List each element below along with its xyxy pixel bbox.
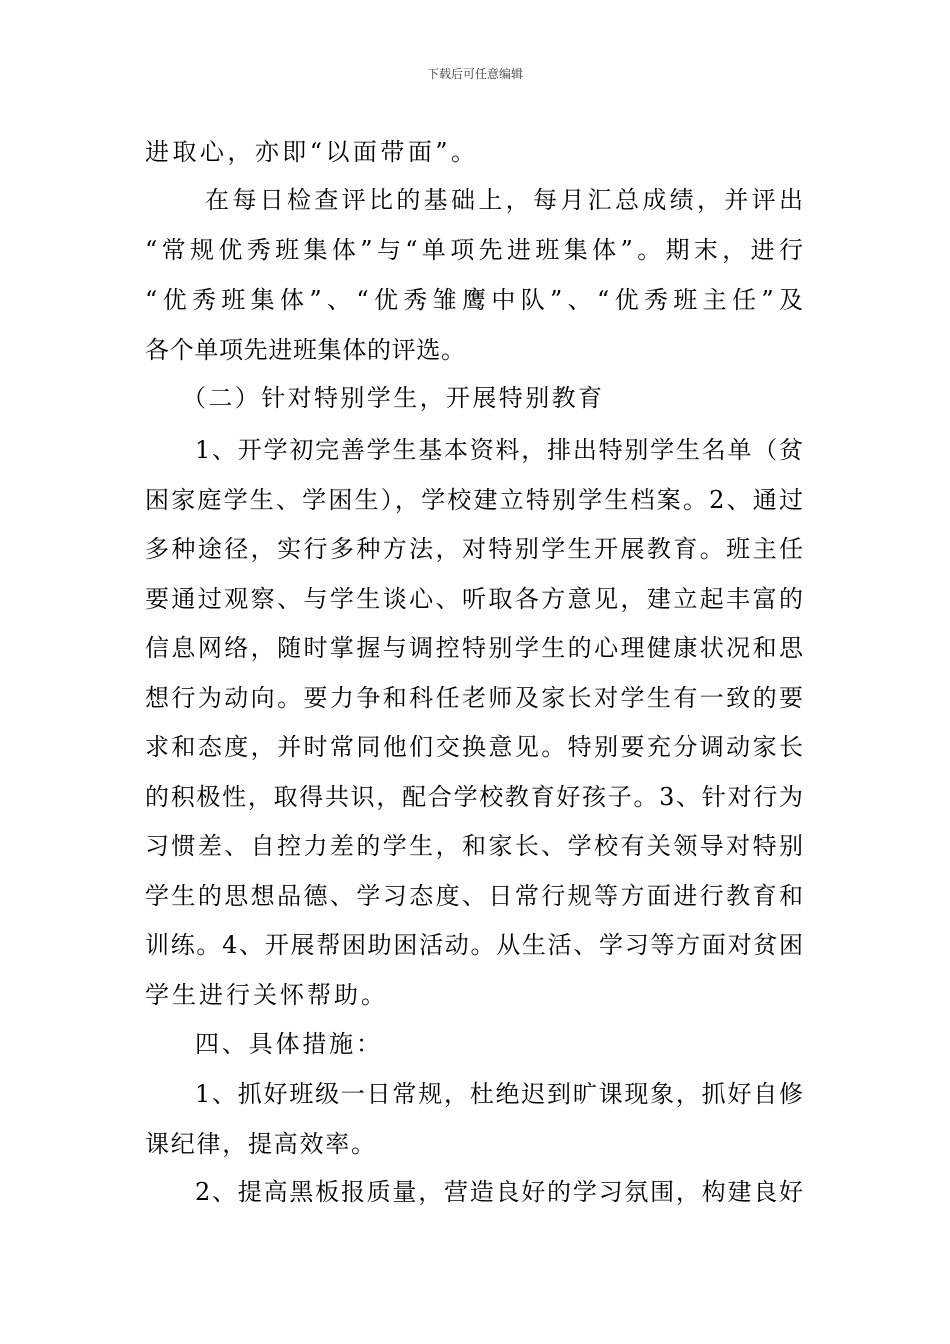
text-line: “常规优秀班集体”与“单项先进班集体”。期末，进行 [145,236,808,264]
text-line: 课纪律，提高效率。 [145,1130,377,1158]
section-heading: （二）针对特别学生，开展特别教育 [182,384,605,412]
page-header: 下载后可任意编辑 [426,67,523,81]
text-line: 2、提高黑板报质量，营造良好的学习氛围，构建良好 [195,1178,805,1206]
text-line: 要通过观察、与学生谈心、听取各方意见，建立起丰富的 [145,585,806,613]
text-line: 想行为动向。要力争和科任老师及家长对学生有一致的要 [145,684,806,712]
text-line: 进取心，亦即“以面带面”。 [145,138,479,166]
text-line: 在每日检查评比的基础上，每月汇总成绩，并评出 [205,186,807,214]
text-line: 1、抓好班级一日常规，杜绝迟到旷课现象，抓好自修 [195,1080,805,1108]
text-line: 学生的思想品德、学习态度、日常行规等方面进行教育和 [145,882,806,910]
text-line: “优秀班集体”、“优秀雏鹰中队”、“优秀班主任”及 [145,286,809,314]
text-line: 多种途径，实行多种方法，对特别学生开展教育。班主任 [145,535,806,563]
text-line: 习惯差、自控力差的学生，和家长、学校有关领导对特别 [145,832,806,860]
text-line: 求和态度，并时常同他们交换意见。特别要充分调动家长 [145,733,806,761]
text-line: 困家庭学生、学困生），学校建立特别学生档案。2、通过 [145,486,806,514]
section-heading: 四、具体措施： [195,1030,383,1058]
text-line: 信息网络，随时掌握与调控特别学生的心理健康状况和思 [145,634,806,662]
text-line: 学生进行关怀帮助。 [145,981,388,1009]
text-line: 训练。4、开展帮困助困活动。从生活、学习等方面对贫困 [145,931,805,959]
text-line: 1、开学初完善学生基本资料，排出特别学生名单（贫 [195,436,805,464]
text-line: 各个单项先进班集体的评选。 [145,336,466,364]
text-line: 的积极性，取得共识，配合学校教育好孩子。3、针对行为 [145,783,805,811]
